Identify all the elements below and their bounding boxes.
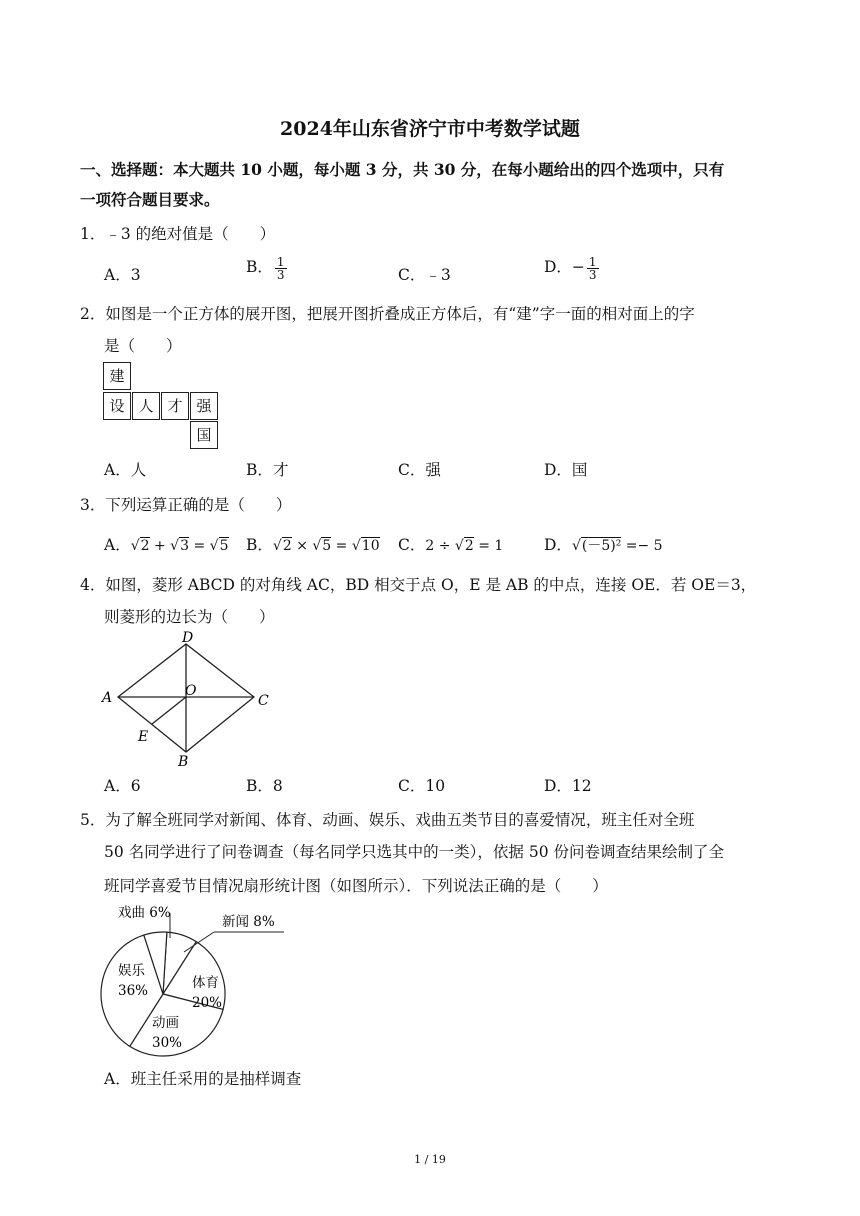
q2-option-b: B．才 — [246, 461, 289, 479]
q5-option-a: A．班主任采用的是抽样调查 — [104, 1070, 302, 1088]
pie-label-xinwen: 新闻 8% — [222, 914, 275, 930]
q2-option-a: A．人 — [104, 461, 147, 479]
label-b: B — [178, 754, 189, 770]
q2-stem-line2: 是（ ） — [104, 337, 182, 355]
section-header-line1: 一、选择题：本大题共 10 小题，每小题 3 分，共 30 分，在每小题给出的四个选项中，只有 — [80, 160, 725, 179]
q3-option-b: B．√2 × √5 = √10 — [246, 536, 380, 554]
net-cell: 设 — [103, 392, 131, 420]
net-cell: 人 — [132, 392, 160, 420]
q5-stem-line3: 班同学喜爱节目情况扇形统计图（如图所示）．下列说法正确的是（ ） — [104, 877, 608, 895]
net-cell: 才 — [161, 392, 189, 420]
net-cell: 强 — [190, 392, 218, 420]
q3-option-d: D．√(－5)² =− 5 — [544, 536, 663, 554]
q5-stem-line2: 50 名同学进行了问卷调查（每名同学只选其中的一类），依据 50 份问卷调查结果绘制了全 — [104, 843, 724, 861]
q1-option-c: C．﹣3 — [398, 266, 451, 284]
q5-stem-line1: 5．为了解全班同学对新闻、体育、动画、娱乐、戏曲五类节目的喜爱情况，班主任对全班 — [80, 811, 695, 829]
q1-stem: 1．﹣3 的绝对值是（ ） — [80, 225, 276, 243]
pie-label-donghua-pct: 30% — [152, 1035, 183, 1051]
q3-option-a: A．√2 + √3 = √5 — [104, 536, 229, 554]
pie-label-tiyu-name: 体育 — [192, 975, 219, 991]
pie-label-yule-name: 娱乐 — [118, 963, 145, 979]
q2-option-d: D．国 — [544, 461, 588, 479]
q2-stem-line1: 2．如图是一个正方体的展开图，把展开图折叠成正方体后，有“建”字一面的相对面上的字 — [80, 305, 695, 323]
pie-label-xiqu: 戏曲 6% — [118, 905, 171, 921]
q4-option-a: A．6 — [104, 777, 141, 795]
net-cell: 国 — [190, 421, 218, 449]
q4-option-d: D．12 — [544, 777, 592, 795]
q1-option-a: A．3 — [104, 266, 141, 284]
page-title: 2024年山东省济宁市中考数学试题 — [280, 118, 580, 140]
label-d: D — [182, 630, 194, 646]
page-number: 1 / 19 — [414, 1153, 446, 1166]
section-header-line2: 一项符合题目要求。 — [80, 190, 220, 209]
net-cell: 建 — [103, 362, 131, 390]
label-e: E — [138, 729, 149, 745]
q2-option-c: C．强 — [398, 461, 441, 479]
segment-oe — [152, 697, 186, 724]
q4-option-b: B．8 — [246, 777, 283, 795]
pie-chart — [96, 898, 296, 1058]
q1-option-b: B． $\frac{1}{3}$ — [246, 254, 285, 282]
rhombus-figure — [98, 628, 278, 772]
q1-option-d: D．− $\frac{1}{3}$ — [544, 254, 597, 282]
q4-stem-line1: 4．如图，菱形 ABCD 的对角线 AC，BD 相交于点 O，E 是 AB 的中点，连接 OE．若 OE＝3， — [80, 576, 757, 594]
q3-stem: 3．下列运算正确的是（ ） — [80, 496, 292, 514]
pie-label-yule-pct: 36% — [118, 983, 149, 999]
q3-option-c: C．2 ÷ √2 = 1 — [398, 536, 504, 554]
pie-label-tiyu-pct: 20% — [192, 995, 223, 1011]
label-c: C — [258, 693, 269, 709]
pie-label-donghua-name: 动画 — [152, 1015, 179, 1031]
label-a: A — [102, 690, 113, 706]
q4-option-c: C．10 — [398, 777, 446, 795]
q4-stem-line2: 则菱形的边长为（ ） — [104, 608, 275, 626]
label-o: O — [185, 683, 197, 699]
